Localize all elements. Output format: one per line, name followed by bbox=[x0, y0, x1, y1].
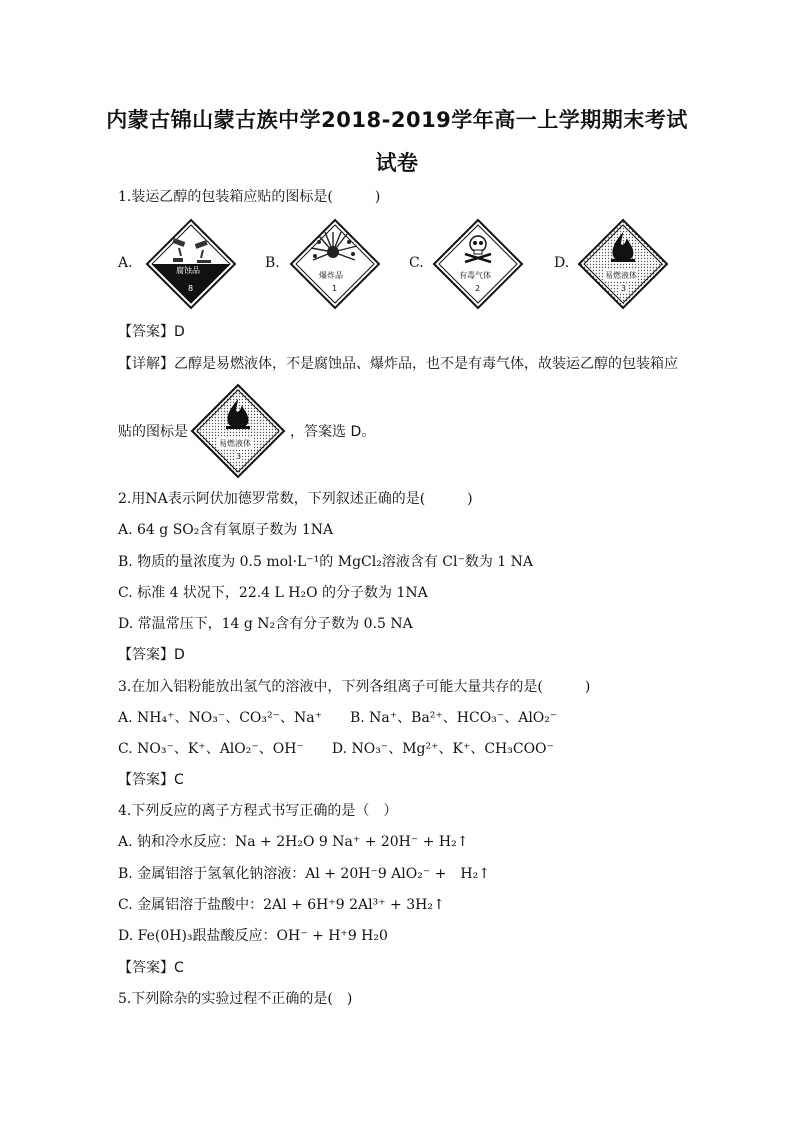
question-4-option-d: D. Fe(0H)₃跟盐酸反应：OH⁻ + H⁺9 H₂0 bbox=[118, 928, 388, 944]
explanation-sign-number: 3 bbox=[236, 452, 242, 461]
question-2-option-d: D. 常温常压下，14 g N₂含有分子数为 0.5 NA bbox=[118, 616, 413, 632]
question-2-stem: 2.用NA表示阿伏加德罗常数，下列叙述正确的是( ) bbox=[118, 491, 473, 507]
question-4-option-b: B. 金属铝溶于氢氧化钠溶液：Al + 20H⁻9 AlO₂⁻ + H₂↑ bbox=[118, 866, 490, 882]
option-a-letter: A. bbox=[118, 255, 133, 271]
question-2-option-c: C. 标准 4 状况下，22.4 L H₂O 的分子数为 1NA bbox=[118, 585, 428, 601]
question-3-stem: 3.在加入铝粉能放出氢气的溶液中，下列各组离子可能大量共存的是( ) bbox=[118, 679, 591, 695]
question-1-explanation-cont: 贴的图标是 bbox=[118, 424, 188, 440]
option-c-letter: C. bbox=[409, 255, 424, 271]
question-2-option-a: A. 64 g SO₂含有氧原子数为 1NA bbox=[118, 522, 334, 538]
flame-icon bbox=[190, 383, 286, 479]
page-title-continued: 试卷 bbox=[375, 151, 419, 175]
corrosive-label: 腐蚀品 bbox=[176, 266, 200, 275]
flammable-liquid-sign bbox=[577, 218, 669, 310]
question-5-stem: 5.下列除杂的实验过程不正确的是( ) bbox=[118, 991, 353, 1007]
explosive-icon bbox=[289, 218, 381, 310]
toxic-gas-label: 有毒气体 bbox=[459, 271, 491, 280]
question-3-options-ab: A. NH₄⁺、NO₃⁻、CO₃²⁻、Na⁺ B. Na⁺、Ba²⁺、HCO₃⁻、AlO₂⁻ bbox=[118, 710, 558, 726]
toxic-gas-class-number: 2 bbox=[475, 284, 481, 293]
skull-icon bbox=[432, 218, 524, 310]
explanation-sign-label: 易燃液体 bbox=[219, 439, 251, 448]
question-4-stem: 4.下列反应的离子方程式书写正确的是（ ） bbox=[118, 803, 398, 819]
question-4-option-a: A. 钠和冷水反应：Na + 2H₂O 9 Na⁺ + 20H⁻ + H₂↑ bbox=[118, 834, 469, 850]
question-1-stem: 1.装运乙醇的包装箱应贴的图标是( ) bbox=[118, 189, 381, 205]
question-4-option-c: C. 金属铝溶于盐酸中：2Al + 6H⁺9 2Al³⁺ + 3H₂↑ bbox=[118, 897, 445, 913]
option-b-letter: B. bbox=[265, 255, 280, 271]
question-3-answer: 【答案】C bbox=[118, 772, 184, 788]
explosive-sign bbox=[289, 218, 381, 310]
question-1-answer: 【答案】D bbox=[118, 324, 185, 340]
explosive-label: 爆炸品 bbox=[319, 271, 343, 280]
corrosive-class-number: 8 bbox=[188, 284, 194, 293]
flammable-liquid-label: 易燃液体 bbox=[605, 271, 637, 280]
question-1-explanation-end: ，答案选 D。 bbox=[290, 424, 376, 440]
page-title: 内蒙古锦山蒙古族中学2018-2019学年高一上学期期末考试 bbox=[106, 108, 688, 132]
question-2-answer: 【答案】D bbox=[118, 647, 185, 663]
question-1-explanation: 【详解】乙醇是易燃液体，不是腐蚀品、爆炸品，也不是有毒气体，故装运乙醇的包装箱应 bbox=[118, 356, 678, 372]
toxic-gas-sign bbox=[432, 218, 524, 310]
explosive-class-number: 1 bbox=[332, 284, 338, 293]
question-4-answer: 【答案】C bbox=[118, 960, 184, 976]
corrosive-sign bbox=[145, 218, 237, 310]
corrosive-icon bbox=[145, 218, 237, 310]
option-d-letter: D. bbox=[554, 255, 570, 271]
question-2-option-b: B. 物质的量浓度为 0.5 mol·L⁻¹的 MgCl₂溶液含有 Cl⁻数为 1 NA bbox=[118, 554, 534, 570]
flammable-liquid-class-number: 3 bbox=[621, 284, 627, 293]
question-3-options-cd: C. NO₃⁻、K⁺、AlO₂⁻、OH⁻ D. NO₃⁻、Mg²⁺、K⁺、CH₃COO⁻ bbox=[118, 741, 554, 757]
flame-icon bbox=[577, 218, 669, 310]
explanation-flammable-sign bbox=[190, 383, 286, 479]
